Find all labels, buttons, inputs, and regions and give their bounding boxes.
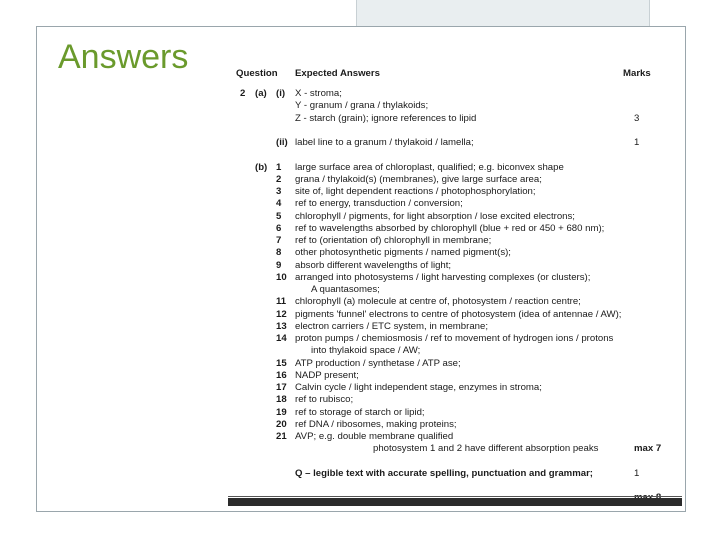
answer-text: AVP; e.g. double membrane qualified <box>295 431 454 442</box>
table-row <box>228 186 682 199</box>
table-row <box>228 223 682 236</box>
answer-text: pigments 'funnel' electrons to centre of photosystem (idea of antennae / AW); <box>295 308 622 320</box>
slide-title: Answers <box>58 38 189 76</box>
answer-text: X - stroma; <box>295 88 342 99</box>
point-number: 1 <box>276 161 282 173</box>
table-row <box>228 321 682 334</box>
point-number: 14 <box>276 333 287 344</box>
point-number: 2 <box>276 173 282 185</box>
answer-text: A quantasomes; <box>311 284 380 295</box>
answer-text: Y - granum / grana / thylakoids; <box>295 100 429 112</box>
answer-text: chlorophyll / pigments, for light absorption / lose excited electrons; <box>295 210 575 222</box>
table-row <box>228 370 682 383</box>
table-row <box>228 394 682 407</box>
table-row <box>228 431 682 444</box>
answer-text: proton pumps / chemiosmosis / ref to movement of hydrogen ions / protons <box>295 333 614 344</box>
point-number: 20 <box>276 418 287 430</box>
table-row <box>228 162 682 175</box>
point-number: 19 <box>276 406 287 418</box>
answer-text: NADP present; <box>295 369 359 381</box>
point-number: 17 <box>276 382 287 393</box>
table-row <box>228 345 682 358</box>
table-row <box>228 480 682 493</box>
answer-text: chlorophyll (a) molecule at centre of, photosystem / reaction centre; <box>295 296 581 308</box>
answer-text: absorb different wavelengths of light; <box>295 259 452 271</box>
point-number: 21 <box>276 431 287 442</box>
table-row <box>228 137 682 150</box>
table-row <box>228 125 682 138</box>
table-row <box>228 211 682 224</box>
marks-value: 1 <box>634 137 640 148</box>
table-row <box>228 88 682 101</box>
answer-text: ref to rubisco; <box>295 394 354 406</box>
point-number: 8 <box>276 247 282 259</box>
mark-scheme-table <box>228 58 682 510</box>
answer-text: photosystem 1 and 2 have different absorption peaks <box>373 443 599 455</box>
point-number: 15 <box>276 357 287 369</box>
table-row <box>228 296 682 309</box>
table-row <box>228 407 682 420</box>
part-label: (b) <box>255 161 268 173</box>
point-number: (ii) <box>276 137 288 148</box>
point-number: 3 <box>276 186 282 197</box>
table-row <box>228 100 682 113</box>
answer-text: Z - starch (grain); ignore references to lipid <box>295 112 477 124</box>
answer-text: ref to energy, transduction / conversion; <box>295 198 463 210</box>
table-row <box>228 456 682 469</box>
marks-value: max 7 <box>634 443 662 455</box>
answer-text: ref to wavelengths absorbed by chlorophyll (blue + red or 450 + 680 nm); <box>295 222 605 234</box>
table-row <box>228 149 682 162</box>
table-row <box>228 382 682 395</box>
table-row <box>228 309 682 322</box>
table-row <box>228 260 682 273</box>
table-row <box>228 247 682 260</box>
table-row <box>228 443 682 456</box>
point-number: 9 <box>276 259 282 271</box>
marks-value: 3 <box>634 112 640 124</box>
answer-text: electron carriers / ETC system, in membrane; <box>295 320 488 332</box>
answer-text: label line to a granum / thylakoid / lamella; <box>295 137 474 148</box>
point-number: 5 <box>276 210 282 222</box>
point-number: 12 <box>276 308 287 320</box>
marks-value: 1 <box>634 467 640 479</box>
answer-text: large surface area of chloroplast, qualified; e.g. biconvex shape <box>295 161 564 173</box>
point-number: 18 <box>276 394 287 406</box>
part-label: (a) <box>255 88 267 99</box>
point-number: 16 <box>276 369 287 381</box>
point-number: (i) <box>276 88 286 99</box>
point-number: 10 <box>276 271 287 283</box>
answer-text: ref DNA / ribosomes, making proteins; <box>295 418 457 430</box>
point-number: 7 <box>276 235 282 246</box>
table-row <box>228 468 682 481</box>
point-number: 13 <box>276 320 287 332</box>
table-row <box>228 284 682 297</box>
answer-text: Q – legible text with accurate spelling, punctuation and grammar; <box>295 467 593 479</box>
table-row <box>228 113 682 126</box>
table-row <box>228 419 682 432</box>
question-number: 2 <box>240 88 246 99</box>
answer-text: into thylakoid space / AW; <box>311 345 421 357</box>
answer-text: ref to (orientation of) chlorophyll in membrane; <box>295 235 492 246</box>
header-question: Question <box>236 68 278 79</box>
table-row <box>228 272 682 285</box>
table-row <box>228 235 682 248</box>
answer-text: site of, light dependent reactions / photophosphorylation; <box>295 186 536 197</box>
point-number: 4 <box>276 198 282 210</box>
table-row <box>228 358 682 371</box>
table-row <box>228 174 682 187</box>
table-row <box>228 333 682 346</box>
header-expected-answers: Expected Answers <box>295 68 380 79</box>
answer-text: Calvin cycle / light independent stage, enzymes in stroma; <box>295 382 542 393</box>
point-number: 6 <box>276 222 282 234</box>
answer-text: ATP production / synthetase / ATP ase; <box>295 357 461 369</box>
header-marks: Marks <box>623 68 651 79</box>
table-bottom-bar <box>228 498 682 506</box>
point-number: 11 <box>276 296 287 308</box>
answer-text: arranged into photosystems / light harvesting complexes (or clusters); <box>295 271 591 283</box>
answer-text: other photosynthetic pigments / named pigment(s); <box>295 247 511 259</box>
table-row <box>228 198 682 211</box>
answer-text: ref to storage of starch or lipid; <box>295 406 425 418</box>
answer-text: grana / thylakoid(s) (membranes), give large surface area; <box>295 173 542 185</box>
table-bottom-rule <box>228 496 682 497</box>
